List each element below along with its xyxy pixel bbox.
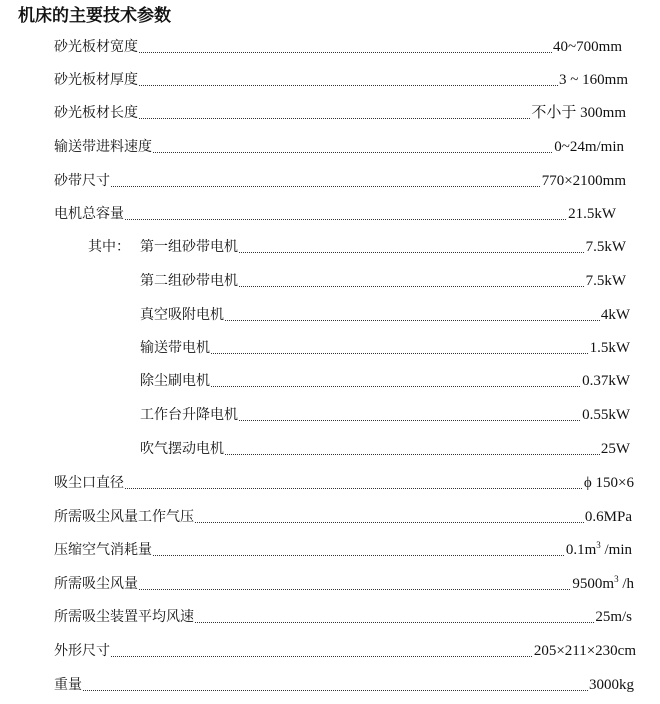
spec-value: $0.1m^3$ /min (565, 539, 632, 561)
spec-row-dust-air-speed (54, 606, 632, 628)
spec-label: 所需吸尘装置平均风速 (54, 606, 195, 628)
spec-label: 砂带尺寸 (54, 170, 111, 192)
spec-row-sanding-width (54, 36, 622, 58)
spec-value: 0~24m/min (553, 136, 624, 158)
spec-value: 1.5kW (589, 337, 630, 359)
spec-row-sanding-motor-1 (140, 236, 626, 258)
spec-row-blower-swing-motor (140, 438, 630, 460)
spec-row-weight (54, 674, 634, 696)
spec-label: 第二组砂带电机 (140, 270, 239, 292)
spec-row-dust-air-pressure (54, 506, 632, 528)
spec-value: 0.55kW (581, 404, 630, 426)
spec-row-vacuum-motor (140, 304, 630, 326)
dot-leader (54, 85, 628, 86)
spec-row-sanding-motor-2 (140, 270, 626, 292)
spec-value: 25m/s (594, 606, 632, 628)
spec-row-conveyor-motor (140, 337, 630, 359)
dot-leader (140, 386, 630, 387)
spec-label: 砂光板材厚度 (54, 69, 139, 91)
spec-value: 7.5kW (585, 270, 626, 292)
spec-value: 不小于 300mm (530, 102, 626, 124)
spec-label: 吸尘口直径 (54, 472, 125, 494)
spec-value: 205×211×230cm (533, 640, 636, 662)
spec-row-compressed-air-consumption (54, 539, 632, 561)
spec-value: 0.37kW (581, 370, 630, 392)
spec-label: 第一组砂带电机 (140, 236, 239, 258)
spec-value: 40~700mm (552, 36, 622, 58)
spec-row-sanding-thickness (54, 69, 628, 91)
document-title: 机床的主要技术参数 (18, 6, 171, 26)
spec-label: 输送带电机 (140, 337, 211, 359)
spec-label: 电机总容量 (54, 203, 125, 225)
spec-value: ϕ 150×6 (583, 472, 634, 494)
spec-row-overall-dimensions (54, 640, 636, 662)
sub-list-prefix: 其中： (88, 239, 130, 255)
dot-leader (140, 353, 630, 354)
spec-value: 7.5kW (585, 236, 626, 258)
spec-label: 输送带进料速度 (54, 136, 153, 158)
spec-label: 所需吸尘风量工作气压 (54, 506, 195, 528)
spec-label: 真空吸附电机 (140, 304, 225, 326)
dot-leader (54, 690, 634, 691)
spec-value: 3000kg (588, 674, 634, 696)
spec-value: 3 ~ 160mm (558, 69, 628, 91)
spec-row-dust-brush-motor (140, 370, 630, 392)
dot-leader (54, 488, 634, 489)
dot-leader (54, 589, 634, 590)
spec-label: 砂光板材长度 (54, 102, 139, 124)
spec-label: 重量 (54, 674, 83, 696)
spec-row-dust-port-diameter (54, 472, 634, 494)
dot-leader (54, 52, 622, 53)
spec-label: 所需吸尘风量 (54, 573, 139, 595)
spec-value: $9500m^3$ /h (571, 573, 634, 595)
spec-value: 0.6MPa (584, 506, 632, 528)
spec-value: 770×2100mm (541, 170, 626, 192)
spec-row-total-motor-capacity (54, 203, 616, 225)
spec-value: 25W (600, 438, 630, 460)
spec-label: 砂光板材宽度 (54, 36, 139, 58)
spec-row-dust-air-volume (54, 573, 634, 595)
spec-row-sanding-length (54, 102, 626, 124)
spec-label: 除尘刷电机 (140, 370, 211, 392)
spec-label: 工作台升降电机 (140, 404, 239, 426)
dot-leader (54, 219, 616, 220)
spec-label: 压缩空气消耗量 (54, 539, 153, 561)
spec-value: 4kW (600, 304, 630, 326)
spec-row-belt-size (54, 170, 626, 192)
spec-label: 外形尺寸 (54, 640, 111, 662)
spec-row-feed-speed (54, 136, 624, 158)
spec-row-table-lift-motor (140, 404, 630, 426)
spec-value: 21.5kW (567, 203, 616, 225)
spec-label: 吹气摆动电机 (140, 438, 225, 460)
